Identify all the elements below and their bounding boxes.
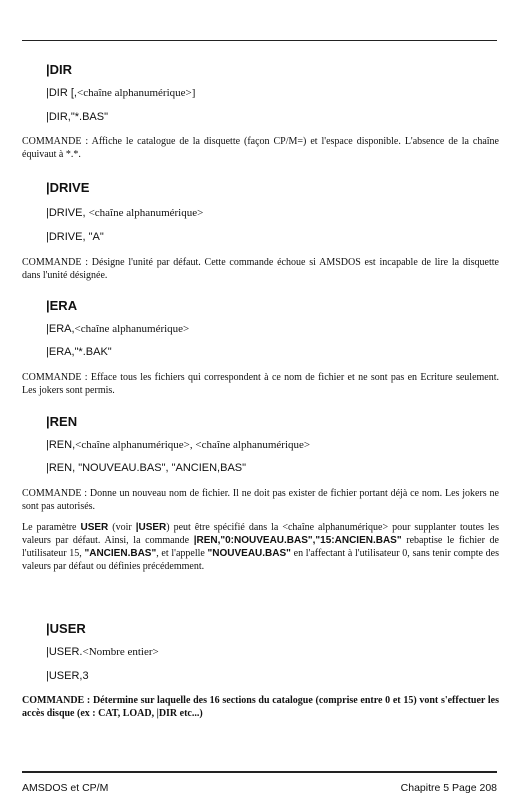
ren-description: COMMANDE : Donne un nouveau nom de fichier. Il ne doit pas exister de fichier portant déjà ce nom. Les jokers ne sont pas autorisés. bbox=[22, 488, 499, 512]
note-command: |REN,"0:NOUVEAU.BAS","15:ANCIEN.BAS" bbox=[193, 535, 402, 546]
ren-user-note bbox=[22, 521, 499, 573]
drive-description: COMMANDE : Désigne l'unité par défaut. Cette commande échoue si AMSDOS est incapable de lire la disquette dans l'unité désignée. bbox=[22, 257, 499, 281]
drive-example: |DRIVE, "A" bbox=[46, 231, 104, 243]
era-description: COMMANDE : Efface tous les fichiers qui correspondent à ce nom de fichier et ne sont pas en Ecriture seulement. Les jokers sont permis. bbox=[22, 372, 499, 396]
dir-description: COMMANDE : Affiche le catalogue de la disquette (façon CP/M=) et l'espace disponible. L'absence de la chaîne équivaut à *.*. bbox=[22, 136, 499, 160]
user-syntax-prefix: |USER. bbox=[46, 646, 83, 658]
ren-syntax-arg: <chaîne alphanumérique>, <chaîne alphanumérique> bbox=[75, 439, 311, 451]
note-old-name: "ANCIEN.BAS" bbox=[84, 548, 157, 559]
ren-syntax bbox=[46, 439, 310, 451]
dir-example: |DIR,"*.BAS" bbox=[46, 111, 109, 123]
ren-syntax-prefix: |REN, bbox=[46, 439, 76, 451]
dir-heading: |DIR bbox=[46, 62, 73, 77]
note-text-1: Le paramètre bbox=[22, 522, 81, 533]
drive-heading: |DRIVE bbox=[46, 180, 90, 195]
note-text-2: (voir bbox=[108, 522, 136, 533]
note-text-5: , et l'appelle bbox=[156, 548, 208, 559]
ren-example: |REN, "NOUVEAU.BAS", "ANCIEN,BAS" bbox=[46, 462, 247, 474]
note-text-6: en l'affectant à l'utilisateur 0, sans tenir compte des valeurs par défaut ou définies précédemment. bbox=[22, 548, 499, 572]
drive-syntax-arg: <chaîne alphanumérique> bbox=[88, 207, 204, 219]
user-example: |USER,3 bbox=[46, 670, 89, 682]
note-user: USER bbox=[80, 522, 109, 533]
user-heading: |USER bbox=[46, 621, 86, 636]
dir-syntax-arg: <chaîne alphanumérique>] bbox=[76, 87, 196, 99]
dir-syntax-prefix: |DIR [, bbox=[46, 87, 77, 99]
drive-syntax-prefix: |DRIVE, bbox=[46, 207, 89, 219]
user-syntax bbox=[46, 646, 159, 658]
bottom-rule bbox=[22, 771, 497, 773]
era-syntax-prefix: |ERA, bbox=[46, 323, 75, 335]
drive-syntax bbox=[46, 207, 203, 219]
user-description: COMMANDE : Détermine sur laquelle des 16 sections du catalogue (comprise entre 0 et 15) vont s'effectuer les accès disque (ex : CAT, LOAD, |DIR etc...) bbox=[22, 695, 499, 719]
user-syntax-arg: <Nombre entier> bbox=[82, 646, 159, 658]
era-syntax-arg: <chaîne alphanumérique> bbox=[74, 323, 190, 335]
era-example: |ERA,"*.BAK" bbox=[46, 346, 112, 358]
era-syntax bbox=[46, 323, 189, 335]
top-rule bbox=[22, 40, 497, 41]
note-text-4: rebaptise le fichier de l'utilisateur 15, bbox=[22, 535, 499, 559]
dir-syntax bbox=[46, 87, 195, 99]
era-heading: |ERA bbox=[46, 298, 78, 313]
footer-right: Chapitre 5 Page 208 bbox=[400, 782, 497, 794]
note-new-name: "NOUVEAU.BAS" bbox=[207, 548, 291, 559]
footer-left: AMSDOS et CP/M bbox=[22, 782, 109, 794]
note-text-3: ) peut être spécifié dans la <chaîne alphanumérique> pour supplanter toutes les valeurs par défaut. Ainsi, la commande bbox=[22, 522, 499, 546]
note-user-ref: |USER bbox=[135, 522, 167, 533]
ren-heading: |REN bbox=[46, 414, 78, 429]
